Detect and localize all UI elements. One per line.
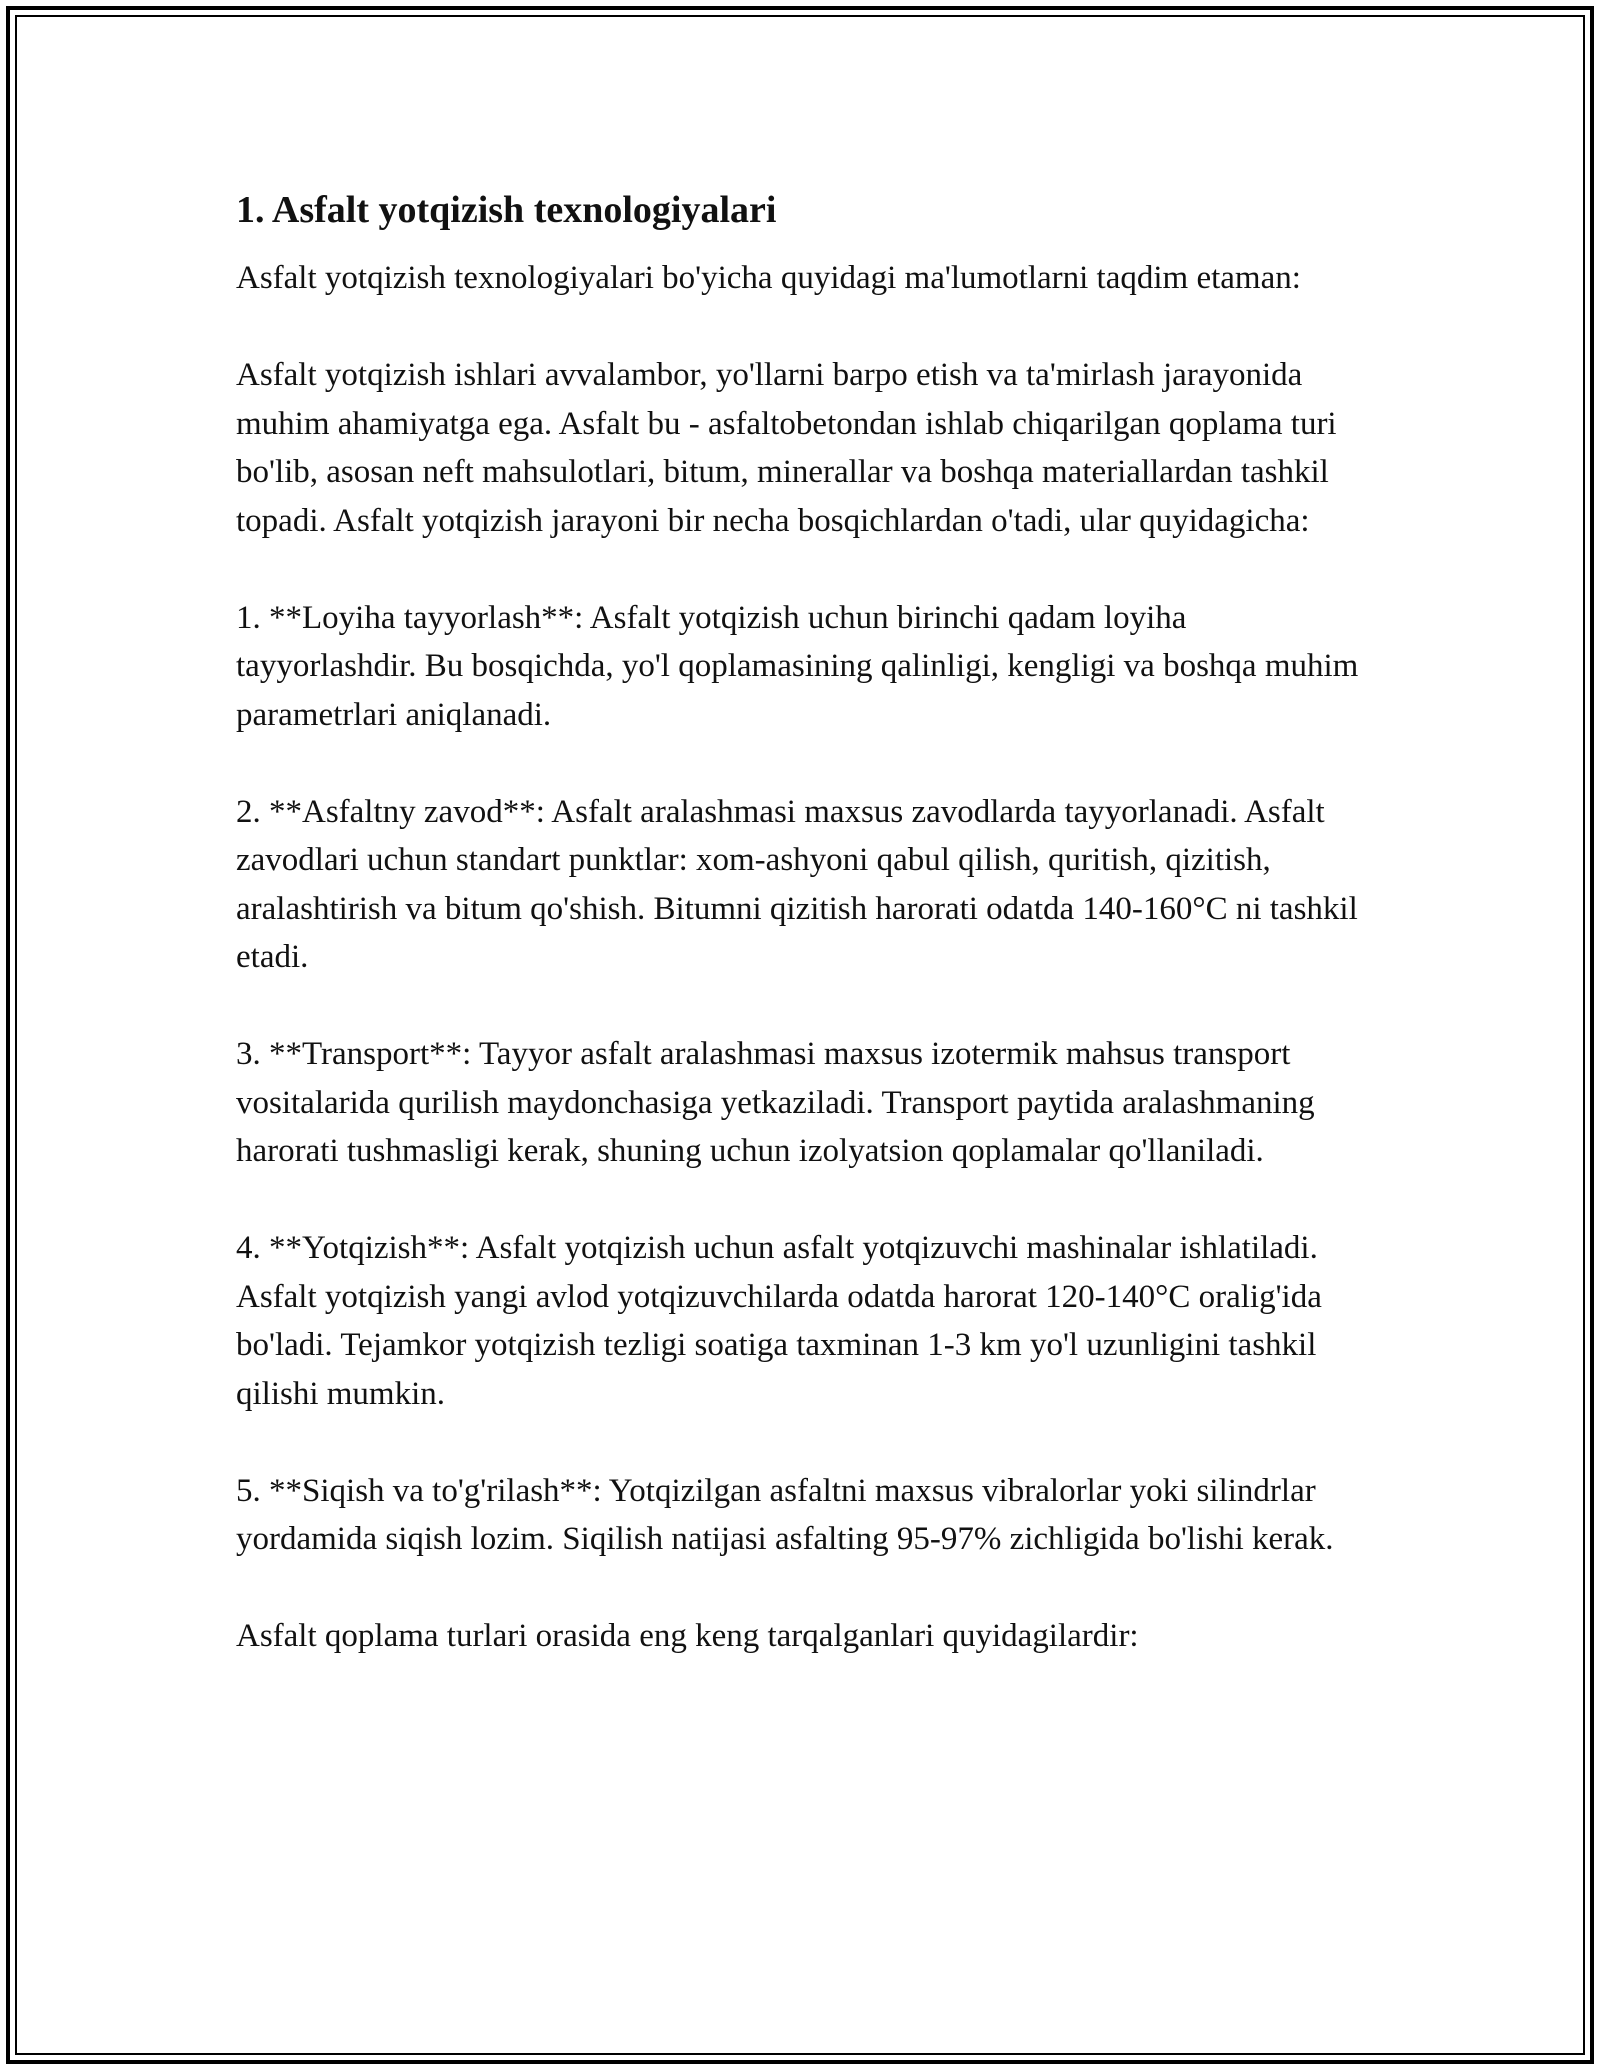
paragraph-overview: Asfalt yotqizish ishlari avvalambor, yo'llarni barpo etish va ta'mirlash jarayonida muhim ahamiyatga ega. Asfalt bu - asfaltobetondan ishlab chiqarilgan qoplama turi bo'lib, asosan neft mahsulotlari, bitum, minerallar va boshqa materiallardan tashkil topadi. Asfalt yotqizish jarayoni bir necha bosqichlardan o'tadi, ular quyidagicha: xyxy=(236,357,1337,539)
paragraph-intro: Asfalt yotqizish texnologiyalari bo'yicha quyidagi ma'lumotlarni taqdim etaman: xyxy=(236,260,1301,296)
paragraph-step-1: 1. **Loyiha tayyorlash**: Asfalt yotqizish uchun birinchi qadam loyiha tayyorlashdir. Bu bosqichda, yo'l qoplamasining qalinligi, kengligi va boshqa muhim parametrlari aniqlanadi. xyxy=(236,599,1359,733)
document-title: 1. Asfalt yotqizish texnologiyalari xyxy=(236,189,777,231)
document-body xyxy=(236,186,1366,1661)
paragraph-step-3: 3. **Transport**: Tayyor asfalt aralashmasi maxsus izotermik mahsus transport vositalarida qurilish maydonchasiga yetkaziladi. Transport paytida aralashmaning harorati tushmasligi kerak, shuning uchun izolyatsion qoplamalar qo'llaniladi. xyxy=(236,1036,1315,1169)
paragraph-step-4: 4. **Yotqizish**: Asfalt yotqizish uchun asfalt yotqizuvchi mashinalar ishlatiladi. Asfalt yotqizish yangi avlod yotqizuvchilarda odatda harorat 120-140°C oralig'ida bo'ladi. Tejamkor yotqizish tezligi soatiga taxminan 1-3 km yo'l uzunligini tashkil qilishi mumkin. xyxy=(236,1230,1322,1412)
paragraph-step-2: 2. **Asfaltny zavod**: Asfalt aralashmasi maxsus zavodlarda tayyorlanadi. Asfalt zavodlari uchun standart punktlar: xom-ashyoni qabul qilish, quritish, qizitish, aralashtirish va bitum qo'shish. Bitumni qizitish harorati odatda 140-160°C ni tashkil etadi. xyxy=(236,793,1358,975)
paragraph-closing: Asfalt qoplama turlari orasida eng keng tarqalganlari quyidagilardir: xyxy=(236,1618,1139,1654)
paragraph-step-5: 5. **Siqish va to'g'rilash**: Yotqizilgan asfaltni maxsus vibralorlar yoki silindrlar yordamida siqish lozim. Siqilish natijasi asfalting 95-97% zichligida bo'lishi kerak. xyxy=(236,1472,1334,1557)
